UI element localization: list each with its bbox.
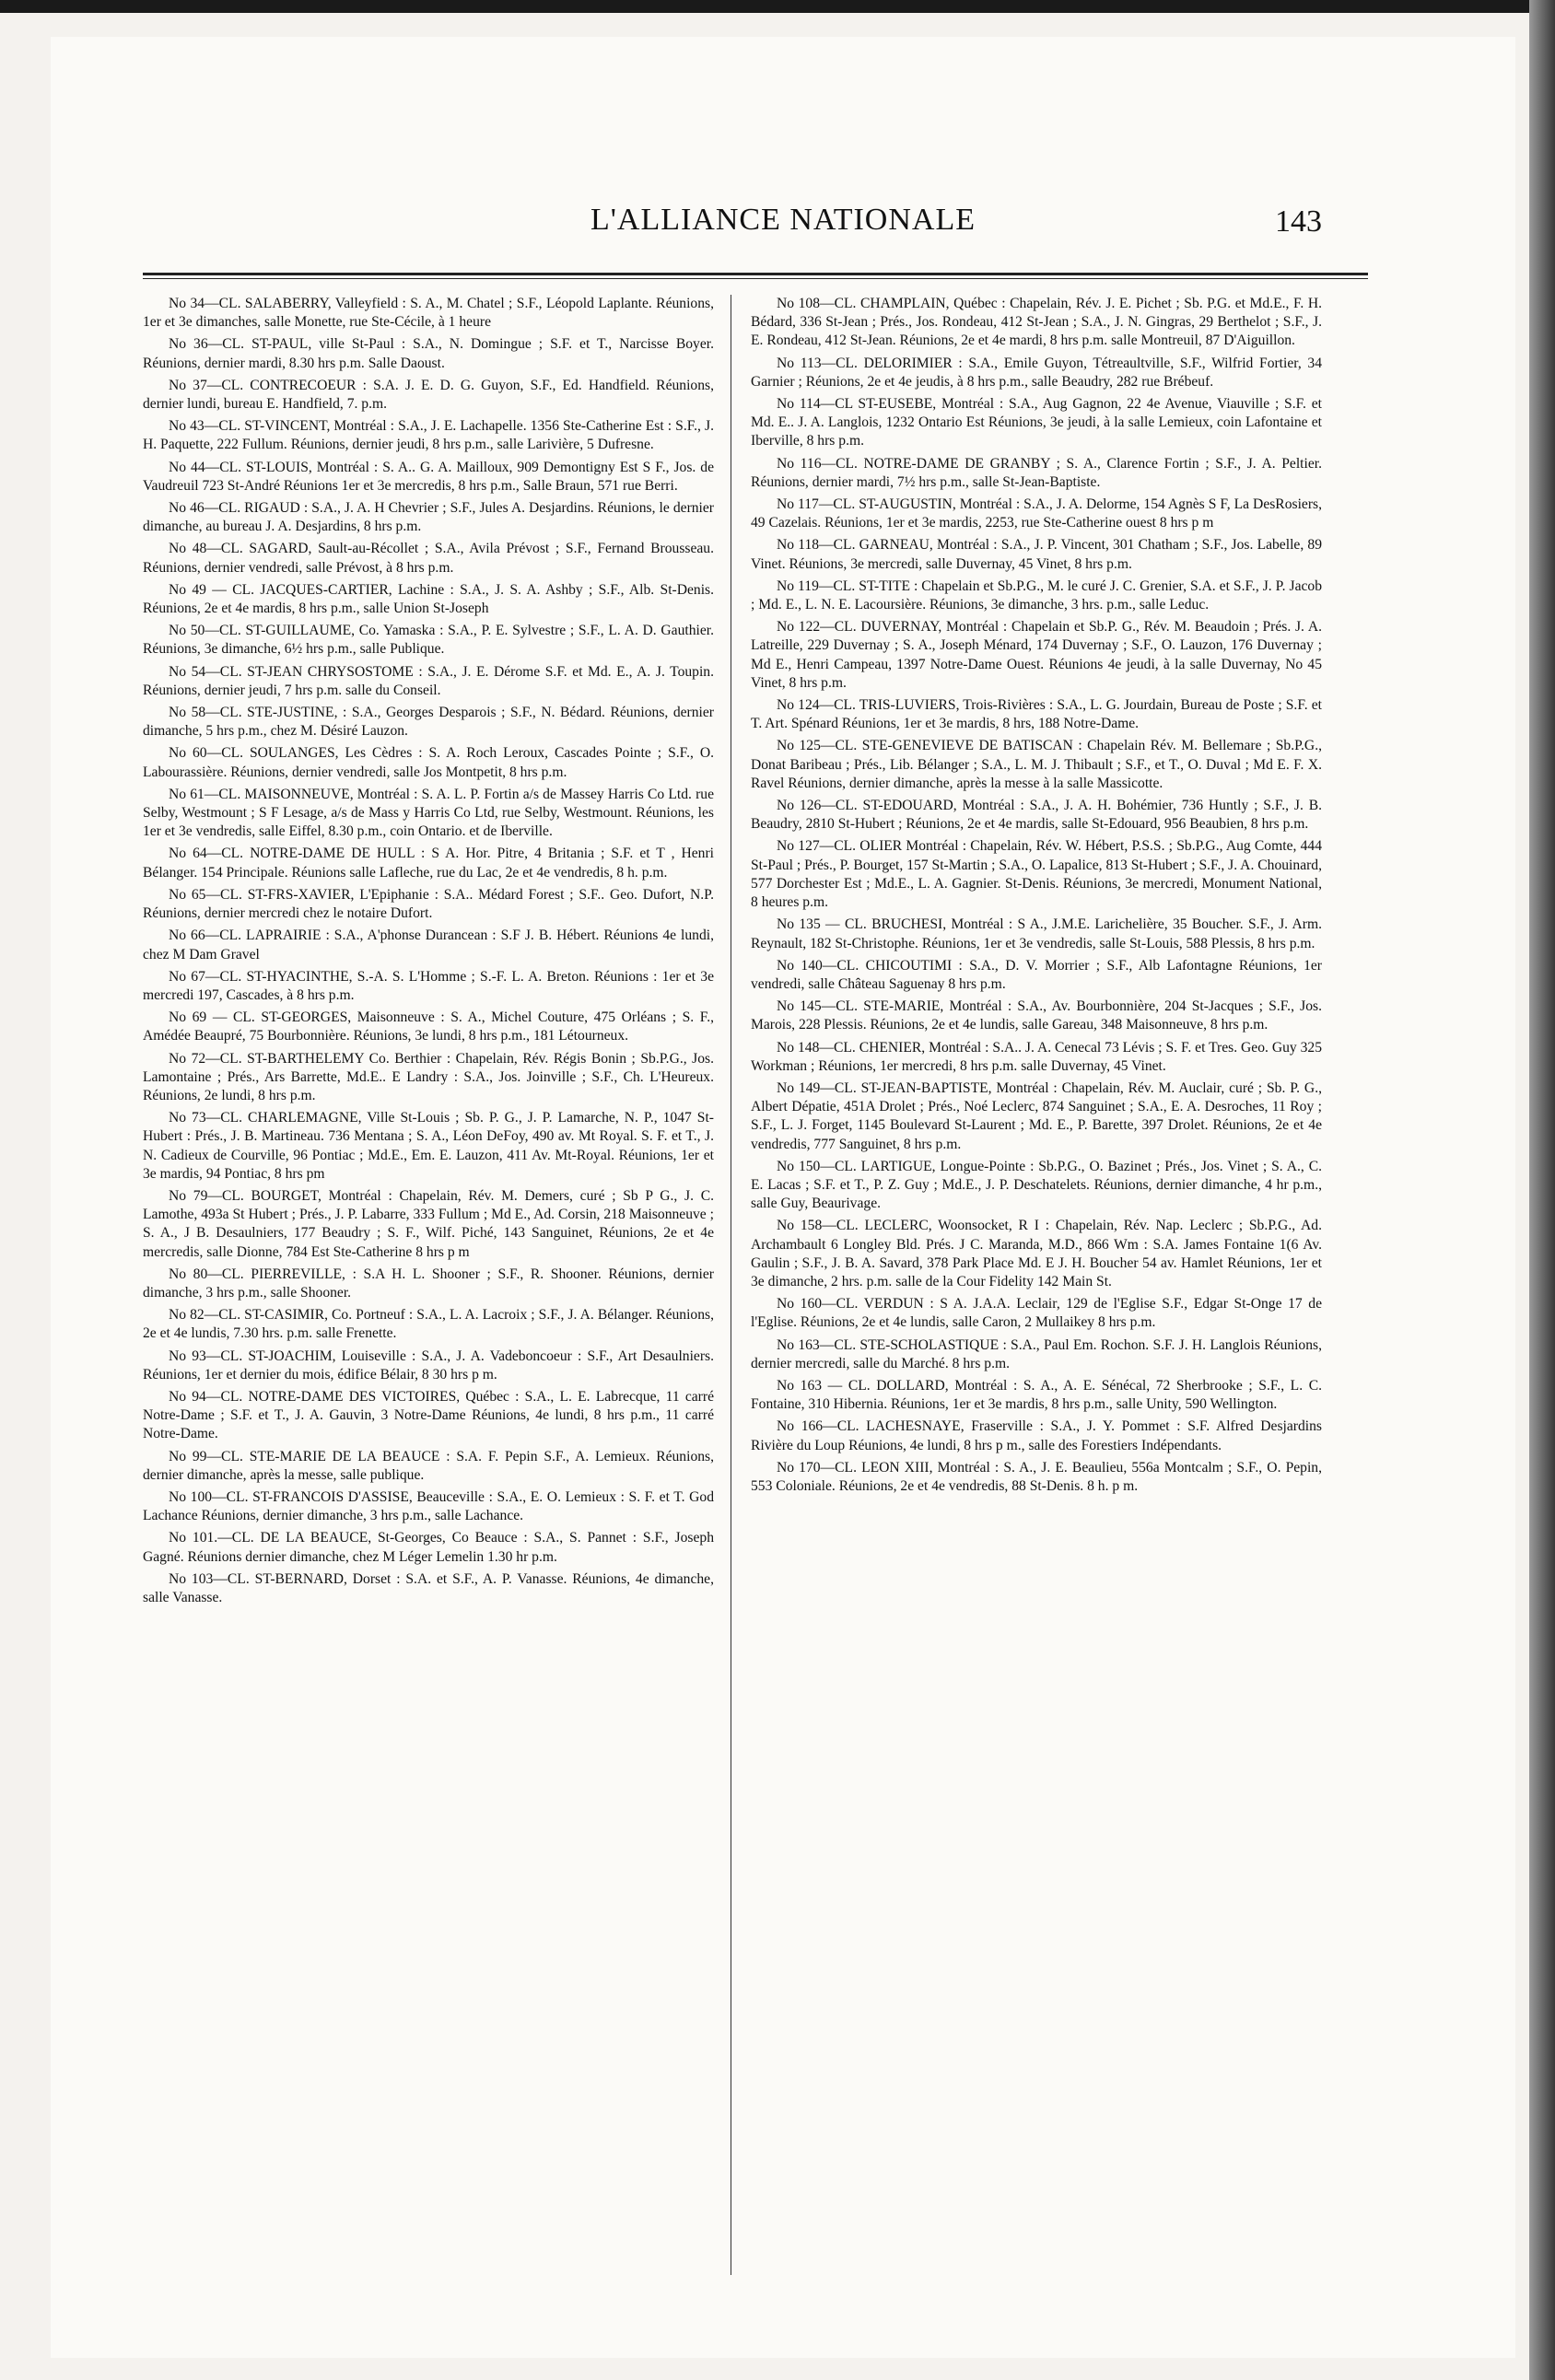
scan-edge-right: [1529, 0, 1555, 2380]
council-entry: No 82—CL. ST-CASIMIR, Co. Portneuf : S.A., L. A. Lacroix ; S.F., J. A. Bélanger. Réunions, 2e et 4e lundis, 7.30 hrs. p.m. salle Frenette.: [143, 1307, 714, 1342]
council-entry: No 149—CL. ST-JEAN-BAPTISTE, Montréal : Chapelain, Rév. M. Auclair, curé ; Sb. P. G., Albert Dépatie, 451A Drolet ; Prés., Noé Leclerc, 874 Sanguinet ; S.A., E. A. Desroches, 11 Roy ; S.F., L. J. Forget, 1145 Boulevard St-Laurent ; Md. E., P. Barette, 397 Drolet. Réunions, 2e et 4e vendredis, 777 Sanguinet, 8 hrs p.m.: [751, 1079, 1322, 1152]
council-entry: No 122—CL. DUVERNAY, Montréal : Chapelain et Sb.P. G., Rév. M. Beaudoin ; Prés. J. A. Latreille, 229 Duvernay ; S. A., Joseph Ménard, 174 Duvernay ; S.F., O. Lauzon, 176 Duvernay ; Md E., Henri Campeau, 1397 Notre-Dame Ouest. Réunions 4e jeudi, à la salle Duvernay, No 45 Vinet, 8 hrs p.m.: [751, 619, 1322, 691]
council-entry: No 135 — CL. BRUCHESI, Montréal : S A., J.M.E. Larichelière, 35 Boucher. S.F., J. Arm. Reynault, 182 St-Christophe. Réunions, 1er et 3e vendredis, salle St-Louis, 588 Plessis, 8 hrs p.m.: [751, 916, 1322, 951]
council-entry: No 94—CL. NOTRE-DAME DES VICTOIRES, Québec : S.A., L. E. Labrecque, 11 carré Notre-Dame ; S.F. et T., J. A. Gauvin, 3 Notre-Dame Réunions, 4e lundi, 8 hrs p.m., 11 carré Notre-Dame.: [143, 1388, 714, 1442]
council-entry: No 58—CL. STE-JUSTINE, : S.A., Georges Desparois ; S.F., N. Bédard. Réunions, dernier dimanche, 5 hrs p.m., chez M. Désiré Lauzon.: [143, 705, 714, 740]
scan-edge-top: [0, 0, 1555, 13]
council-entry: No 158—CL. LECLERC, Woonsocket, R I : Chapelain, Rév. Nap. Leclerc ; Sb.P.G., Ad. Archambault 6 Longley Bld. Prés. J C. Maranda, M.D., 866 Wm : S.A. James Fontaine 1(6 Av. Gaulin ; S.F., J. B. A. Savard, 378 Park Place Md. E J. H. Boucher 54 av. Hamlet Réunions, 1er et 3e dimanche, 2 hrs. p.m. salle de la Cour Fidelity 142 Main St.: [751, 1218, 1322, 1289]
council-entry: No 163—CL. STE-SCHOLASTIQUE : S.A., Paul Em. Rochon. S.F. J. H. Langlois Réunions, dernier mercredi, salle du Marché. 8 hrs p.m.: [751, 1336, 1322, 1371]
left-column: [143, 295, 714, 2303]
council-entry: No 103—CL. ST-BERNARD, Dorset : S.A. et S.F., A. P. Vanasse. Réunions, 4e dimanche, salle Vanasse.: [143, 1570, 714, 1605]
page-header: [51, 193, 1515, 249]
council-entry: No 67—CL. ST-HYACINTHE, S.-A. S. L'Homme ; S.-F. L. A. Breton. Réunions : 1er et 3e mercredi 197, Cascades, à 8 hrs p.m.: [143, 968, 714, 1003]
council-entry: No 166—CL. LACHESNAYE, Fraserville : S.A., J. Y. Pommet : S.F. Alfred Desjardins Rivière du Loup Réunions, 4e lundi, 8 hrs p m., salle des Forestiers Indépendants.: [751, 1418, 1322, 1453]
council-entry: No 50—CL. ST-GUILLAUME, Co. Yamaska : S.A., P. E. Sylvestre ; S.F., L. A. D. Gauthier. Réunions, 3e dimanche, 6½ hrs p.m., salle Publique.: [143, 623, 714, 658]
right-column: [751, 295, 1322, 2303]
council-entry: No 46—CL. RIGAUD : S.A., J. A. H Chevrier ; S.F., Jules A. Desjardins. Réunions, le dernier dimanche, au bureau J. A. Desjardins, 8 hrs p.m.: [143, 500, 714, 535]
council-entry: No 118—CL. GARNEAU, Montréal : S.A., J. P. Vincent, 301 Chatham ; S.F., Jos. Labelle, 89 Vinet. Réunions, 3e mercredi, salle Duvernay, 45 Vinet, 8 hrs p.m.: [751, 537, 1322, 572]
council-entry: No 65—CL. ST-FRS-XAVIER, L'Epiphanie : S.A.. Médard Forest ; S.F.. Geo. Dufort, N.P. Réunions, dernier mercredi chez le notaire Dufort.: [143, 886, 714, 922]
council-entry: No 124—CL. TRIS-LUVIERS, Trois-Rivières : S.A., L. G. Jourdain, Bureau de Poste ; S.F. et T. Art. Spénard Réunions, 1er et 3e mardis, 8 hrs, 188 Notre-Dame.: [751, 697, 1322, 732]
header-rule-thick: [143, 273, 1368, 275]
council-entry: No 125—CL. STE-GENEVIEVE DE BATISCAN : Chapelain Rév. M. Bellemare ; Sb.P.G., Donat Baribeau ; Prés., Lib. Bélanger ; S.A., L. M. J. Thibault ; S.F., et T., O. Duval ; Md E. F. X. Ravel Réunions, dernier dimanche, après la messe à la salle Massicotte.: [751, 738, 1322, 791]
council-entry: No 60—CL. SOULANGES, Les Cèdres : S. A. Roch Leroux, Cascades Pointe ; S.F., O. Labourassière. Réunions, dernier vendredi, salle Jos Montpetit, 8 hrs p.m.: [143, 745, 714, 780]
council-entry: No 43—CL. ST-VINCENT, Montréal : S.A., J. E. Lachapelle. 1356 Ste-Catherine Est : S.F., J. H. Paquette, 222 Fullum. Réunions, dernier jeudi, 8 hrs p.m., salle Larivière, 5 Dufresne.: [143, 418, 714, 453]
council-entry: No 80—CL. PIERREVILLE, : S.A H. L. Shooner ; S.F., R. Shooner. Réunions, dernier dimanche, 3 hrs p.m., salle Shooner.: [143, 1266, 714, 1301]
page-number: 143: [1275, 204, 1322, 239]
council-entry: No 54—CL. ST-JEAN CHRYSOSTOME : S.A., J. E. Dérome S.F. et Md. E., A. J. Toupin. Réunions, dernier jeudi, 7 hrs p.m. salle du Conseil.: [143, 663, 714, 698]
council-entry: No 150—CL. LARTIGUE, Longue-Pointe : Sb.P.G., O. Bazinet ; Prés., Jos. Vinet ; S. A., C. E. Lacas ; S.F. et T., P. Z. Guy ; Md.E., J. P. Deschatelets. Réunions, dernier dimanche, 4 hr p.m., salle Guy, Beaurivage.: [751, 1158, 1322, 1212]
council-entry: No 101.—CL. DE LA BEAUCE, St-Georges, Co Beauce : S.A., S. Pannet : S.F., Joseph Gagné. Réunions dernier dimanche, chez M Léger Lemelin 1.30 hr p.m.: [143, 1530, 714, 1565]
council-entry: No 126—CL. ST-EDOUARD, Montréal : S.A., J. A. H. Bohémier, 736 Huntly ; S.F., J. B. Beaudry, 2810 St-Hubert ; Réunions, 2e et 4e mardis, salle St-Edouard, 956 Beaubien, 8 hrs p.m.: [751, 798, 1322, 833]
council-entry: No 170—CL. LEON XIII, Montréal : S. A., J. E. Beaulieu, 556a Montcalm ; S.F., O. Pepin, 553 Coloniale. Réunions, 2e et 4e vendredis, 88 St-Denis. 8 h. p m.: [751, 1459, 1322, 1494]
council-entry: No 73—CL. CHARLEMAGNE, Ville St-Louis ; Sb. P. G., J. P. Lamarche, N. P., 1047 St-Hubert : Prés., J. B. Martineau. 736 Mentana ; S. A., Léon DeFoy, 490 av. Mt Royal. S. F. et T., J. N. Cadieux de Courville, 96 Pontiac ; Md.E., Em. E. Lauzon, 411 Av. Mt-Royal. Réunions, 1er et 3e mardis, 94 Pontiac, 8 hrs pm: [143, 1110, 714, 1182]
document-page: [51, 37, 1515, 2358]
council-entry: No 145—CL. STE-MARIE, Montréal : S.A., Av. Bourbonnière, 204 St-Jacques ; S.F., Jos. Marois, 228 Plessis. Réunions, 2e et 4e lundis, salle Gareau, 348 Maisonneuve, 8 hrs p.m.: [751, 998, 1322, 1033]
council-entry: No 37—CL. CONTRECOEUR : S.A. J. E. D. G. Guyon, S.F., Ed. Handfield. Réunions, dernier lundi, bureau E. Handfield, 7. p.m.: [143, 377, 714, 413]
council-entry: No 160—CL. VERDUN : S A. J.A.A. Leclair, 129 de l'Eglise S.F., Edgar St-Onge 17 de l'Eglise. Réunions, 2e et 4e lundis, salle Caron, 2 Mullaikey 8 hrs p.m.: [751, 1296, 1322, 1331]
council-entry: No 61—CL. MAISONNEUVE, Montréal : S. A. L. P. Fortin a/s de Massey Harris Co Ltd. rue Selby, Westmount ; S F Lesage, a/s de Mass y Harris Co Ltd, rue Selby, Westmount. Réunions, les 1er et 3e vendredis, salle Eiffel, 8.30 p.m., coin Ontario. et de Iberville.: [143, 786, 714, 840]
council-entry: No 116—CL. NOTRE-DAME DE GRANBY ; S. A., Clarence Fortin ; S.F., J. A. Peltier. Réunions, dernier mardi, 7½ hrs p.m., salle St-Jean-Baptiste.: [751, 455, 1322, 490]
header-rule-thin: [143, 278, 1368, 279]
council-entry: No 140—CL. CHICOUTIMI : S.A., D. V. Morrier ; S.F., Alb Lafontagne Réunions, 1er vendredi, salle Château Saguenay 8 hrs p.m.: [751, 957, 1322, 992]
council-entry: No 34—CL. SALABERRY, Valleyfield : S. A., M. Chatel ; S.F., Léopold Laplante. Réunions, 1er et 3e dimanches, salle Monette, rue Ste-Cécile, à 1 heure: [143, 296, 714, 331]
council-entry: No 48—CL. SAGARD, Sault-au-Récollet ; S.A., Avila Prévost ; S.F., Fernand Brousseau. Réunions, dernier vendredi, salle Prévost, à 8 hrs p.m.: [143, 541, 714, 576]
council-entry: No 99—CL. STE-MARIE DE LA BEAUCE : S.A. F. Pepin S.F., A. Lemieux. Réunions, dernier dimanche, après la messe, salle publique.: [143, 1448, 714, 1483]
council-entry: No 44—CL. ST-LOUIS, Montréal : S. A.. G. A. Mailloux, 909 Demontigny Est S F., Jos. de Vaudreuil 723 St-André Réunions 1er et 3e mercredis, 8 hrs p.m., Salle Braun, 571 rue Berri.: [143, 459, 714, 494]
council-entry: No 64—CL. NOTRE-DAME DE HULL : S A. Hor. Pitre, 4 Britania ; S.F. et T , Henri Bélanger. 154 Principale. Réunions salle Lafleche, rue du Lac, 2e et 4e vendredis, 8 h. p.m.: [143, 846, 714, 881]
council-entry: No 49 — CL. JACQUES-CARTIER, Lachine : S.A., J. S. A. Ashby ; S.F., Alb. St-Denis. Réunions, 2e et 4e mardis, 8 hrs p.m., salle Union St-Joseph: [143, 581, 714, 617]
council-entry: No 72—CL. ST-BARTHELEMY Co. Berthier : Chapelain, Rév. Régis Bonin ; Sb.P.G., Jos. Lamontaine ; Prés., Ars Barrette, Md.E.. E Landry : S.A., Jos. Joinville ; S.F., Ch. L'Heureux. Réunions, 2e lundi, 8 hrs p.m.: [143, 1050, 714, 1103]
council-entry: No 114—CL ST-EUSEBE, Montréal : S.A., Aug Gagnon, 22 4e Avenue, Viauville ; S.F. et Md. E.. J. A. Langlois, 1232 Ontario Est Réunions, 3e jeudi, à la salle Lemieux, coin Lafontaine et Iberville, 8 hrs p.m.: [751, 396, 1322, 449]
council-entry: No 93—CL. ST-JOACHIM, Louiseville : S.A., J. A. Vadeboncoeur : S.F., Art Desaulniers. Réunions, 1er et dernier du mois, édifice Bélair, 8 30 hrs p m.: [143, 1348, 714, 1382]
council-entry: No 108—CL. CHAMPLAIN, Québec : Chapelain, Rév. J. E. Pichet ; Sb. P.G. et Md.E., F. H. Bédard, 336 St-Jean ; Prés., Jos. Rondeau, 412 St-Jean ; S.A., J. N. Gingras, 29 Berthelot ; S.F., J. E. Rondeau, 412 St-Jean. Réunions, 2e et 4e mardi, 8 hrs p.m. salle Montreuil, 87 D'Aiguillon.: [751, 296, 1322, 349]
council-entry: No 100—CL. ST-FRANCOIS D'ASSISE, Beauceville : S.A., E. O. Lemieux : S. F. et T. God Lachance Réunions, dernier dimanche, 3 hrs p.m., salle Lachance.: [143, 1488, 714, 1524]
council-entry: No 113—CL. DELORIMIER : S.A., Emile Guyon, Tétreaultville, S.F., Wilfrid Fortier, 34 Garnier ; Réunions, 2e et 4e jeudis, à 8 hrs p.m., salle Beaudry, 282 rue Brébeuf.: [751, 355, 1322, 390]
running-title: L'ALLIANCE NATIONALE: [590, 203, 976, 237]
council-entry: No 163 — CL. DOLLARD, Montréal : S. A., A. E. Sénécal, 72 Sherbrooke ; S.F., L. C. Fontaine, 310 Hibernia. Réunions, 1er et 3e mardis, 8 hrs p.m., salle Unity, 590 Wellington.: [751, 1377, 1322, 1413]
council-entry: No 117—CL. ST-AUGUSTIN, Montréal : S.A., J. A. Delorme, 154 Agnès S F, La DesRosiers, 49 Cazelais. Réunions, 1er et 3e mardis, 2253, rue Ste-Catherine ouest 8 hrs p m: [751, 496, 1322, 531]
council-entry: No 119—CL. ST-TITE : Chapelain et Sb.P.G., M. le curé J. C. Grenier, S.A. et S.F., J. P. Jacob ; Md. E., L. N. E. Lacoursière. Réunions, 3e dimanche, 3 hrs. p.m., salle Leduc.: [751, 578, 1322, 613]
council-entry: No 36—CL. ST-PAUL, ville St-Paul : S.A., N. Domingue ; S.F. et T., Narcisse Boyer. Réunions, dernier mardi, 8.30 hrs p.m. Salle Daoust.: [143, 336, 714, 371]
council-entry: No 79—CL. BOURGET, Montréal : Chapelain, Rév. M. Demers, curé ; Sb P G., J. C. Lamothe, 493a St Hubert ; Prés., J. P. Labarre, 333 Fullum ; Md E., Ad. Corsin, 218 Maisonneuve ; S. A., J B. Desaulniers, 177 Beaudry ; S. F., Wilf. Piché, 143 Sanguinet, Réunions, 2e et 4e mercredis, salle Dionne, 784 Est Ste-Catherine 8 hrs p m: [143, 1187, 714, 1260]
council-entry: No 66—CL. LAPRAIRIE : S.A., A'phonse Durancean : S.F J. B. Hébert. Réunions 4e lundi, chez M Dam Gravel: [143, 928, 714, 962]
council-entry: No 69 — CL. ST-GEORGES, Maisonneuve : S. A., Michel Couture, 475 Orléans ; S. F., Amédée Beaupré, 75 Bourbonnière. Réunions, 3e lundi, 8 hrs p.m., 181 Létourneux.: [143, 1009, 714, 1044]
council-entry: No 148—CL. CHENIER, Montréal : S.A.. J. A. Cenecal 73 Lévis ; S. F. et Tres. Geo. Guy 325 Workman ; Réunions, 1er mercredi, 8 hrs p.m. salle Duvernay, 45 Vinet.: [751, 1039, 1322, 1074]
council-entry: No 127—CL. OLIER Montréal : Chapelain, Rév. W. Hébert, P.S.S. ; Sb.P.G., Aug Comte, 444 St-Paul ; Prés., P. Bourget, 157 St-Martin ; S.A., O. Lapalice, 813 St-Hubert ; S.F., J. A. Chouinard, 577 Dorchester Est ; Md.E., L. A. Gagnier. St-Denis. Réunions, 3e mercredi, Monument National, 8 heures p.m.: [751, 838, 1322, 911]
